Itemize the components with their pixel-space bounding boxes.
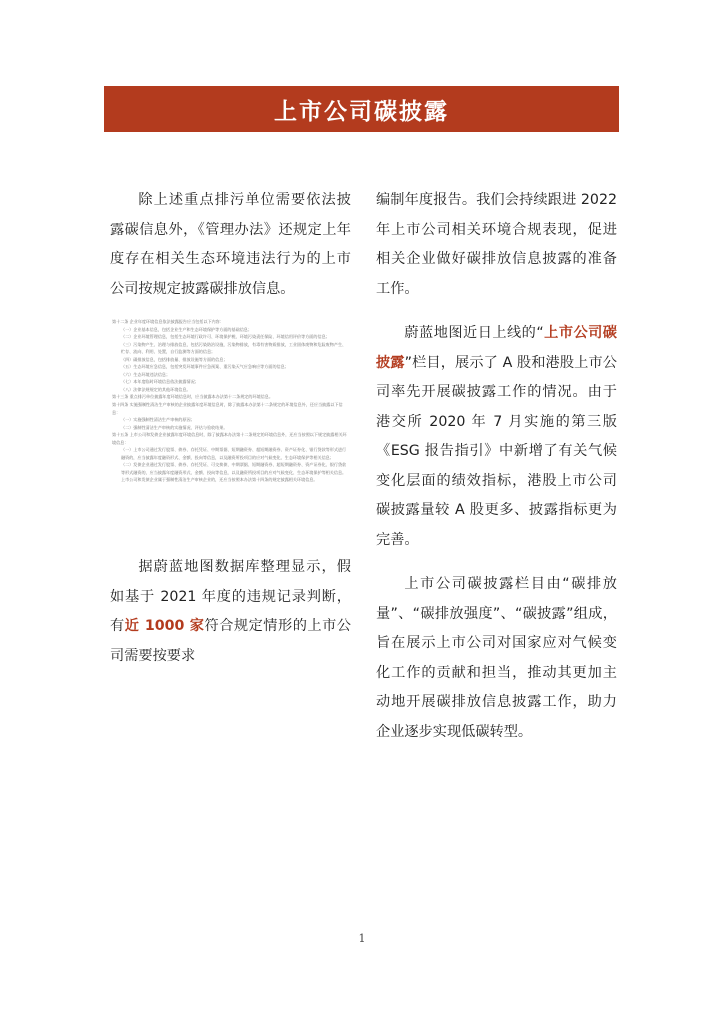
excerpt-line: （二）企业环境管理信息，包括生态环境行政许可、环境保护税、环境污染责任保险、环境信用评价等方面的信息； [121, 334, 330, 340]
page-title: 上市公司碳披露 [274, 98, 449, 125]
excerpt-line: （六）生态环境违法信息； [121, 371, 171, 377]
excerpt-line: （四）碳排放信息，包括排放量、排放设施等方面的信息； [121, 356, 228, 362]
right-paragraph-2 [376, 319, 617, 555]
excerpt-line: （三）污染物产生、治理与排放信息，包括污染防治设施，污染物排放，有毒有害物质排放，工业固体废物和危险废物产生、贮存、流向、利用、处置，自行监测等方面的信息； [121, 341, 347, 355]
excerpt-line: （二）强制性清洁生产审核的实施情况、评估与验收结果。 [121, 424, 228, 430]
page-number: 1 [358, 932, 366, 945]
left-column-bottom [110, 553, 351, 671]
right-paragraph-3: 上市公司碳披露栏目由“碳排放量”、“碳排放强度”、“碳披露”组成，旨在展示上市公司对国家应对气候变化工作的贡献和担当，推动其更加主动地开展碳排放信息披露工作，助力企业逐步实现低碳转型。 [376, 576, 617, 740]
highlight-company-count: 近 1000 家 [124, 618, 205, 634]
excerpt-line: 第十三条 重点排污单位披露年度环境信息时，应当披露本办法第十二条规定的环境信息。 [112, 394, 273, 400]
highlight-column-name: 上市公司碳披露 [376, 325, 617, 371]
excerpt-line: 第十二条 企业年度环境信息依法披露报告应当包括以下内容： [112, 319, 224, 324]
excerpt-line: 第十五条 上市公司和发债企业披露年度环境信息时，除了披露本办法第十二条规定的环境信息外，还应当按照以下规定披露相关环境信息： [112, 432, 347, 445]
excerpt-line: （五）生态环境应急信息，包括突发环境事件应急预案、重污染天气应急响应等方面的信息； [121, 364, 289, 370]
left-paragraph-1: 除上述重点排污单位需要依法披露碳信息外，《管理办法》还规定上年度存在相关生态环境违法行为的上市公司按规定披露碳排放信息。 [110, 192, 351, 297]
excerpt-line: （八）法律法规规定的其他环境信息。 [121, 386, 191, 392]
left-paragraph-2-text-b: 符合规定情形的上市公司需要按要求 [110, 618, 351, 664]
right-paragraph-2-text-b: ”栏目，展示了 A 股和港股上市公司率先开展碳披露工作的情况。由于港交所 2020 年 7 月实施的第三版《ESG 报告指引》中新增了有关气候变化层面的绩效指标，港股上市公司碳披露量较 A 股更多、披露指标更为完善。 [376, 354, 617, 548]
regulation-excerpt-image [112, 318, 350, 530]
excerpt-line: （七）本年度临时环境信息依法披露情况； [121, 379, 199, 385]
excerpt-line: 上市公司和发债企业属于强制性清洁生产审核企业的，还应当按照本办法第十四条的规定披露相关环境信息。 [121, 477, 318, 483]
left-paragraph-2-text-a: 据蔚蓝地图数据库整理显示，假如基于 2021 年度的违规记录判断，有 [110, 559, 351, 634]
right-paragraph-2-text-a: 蔚蓝地图近日上线的“ [404, 325, 544, 341]
excerpt-line: 第十四条 实施强制性清洁生产审核的企业披露年度环境信息时，除了披露本办法第十二条规定的环境信息外，还应当披露以下信息： [112, 402, 343, 415]
excerpt-line: （二）发债企业通过发行股票、债券、存托凭证、可交换债、中期票据、短期融资券、超短期融资券、资产证券化、银行贷款等形式融资的，应当披露年度融资形式、金额、投向等信息，以及融资所投项目的应对气候变化、生态环境保护等相关信息。 [121, 462, 347, 475]
title-banner [104, 86, 619, 132]
left-column-top [110, 186, 351, 304]
left-paragraph-2 [110, 553, 351, 671]
right-column [376, 186, 617, 747]
excerpt-line: （一）上市公司通过发行股票、债券、存托凭证、中期票据、短期融资券、超短期融资券、资产证券化、银行贷款等形式进行融资的，应当披露年度融资形式、金额、投向等信息，以及融资所投项目的应对气候变化、生态环境保护等相关信息； [121, 447, 347, 460]
excerpt-line: （一）实施强制性清洁生产审核的原因； [121, 417, 195, 423]
excerpt-line: （一）企业基本信息，包括企业生产和生态环境保护等方面的基础信息； [121, 326, 252, 332]
right-paragraph-1: 编制年度报告。我们会持续跟进 2022 年上市公司相关环境合规表现，促进相关企业做好碳排放信息披露的准备工作。 [376, 192, 617, 297]
